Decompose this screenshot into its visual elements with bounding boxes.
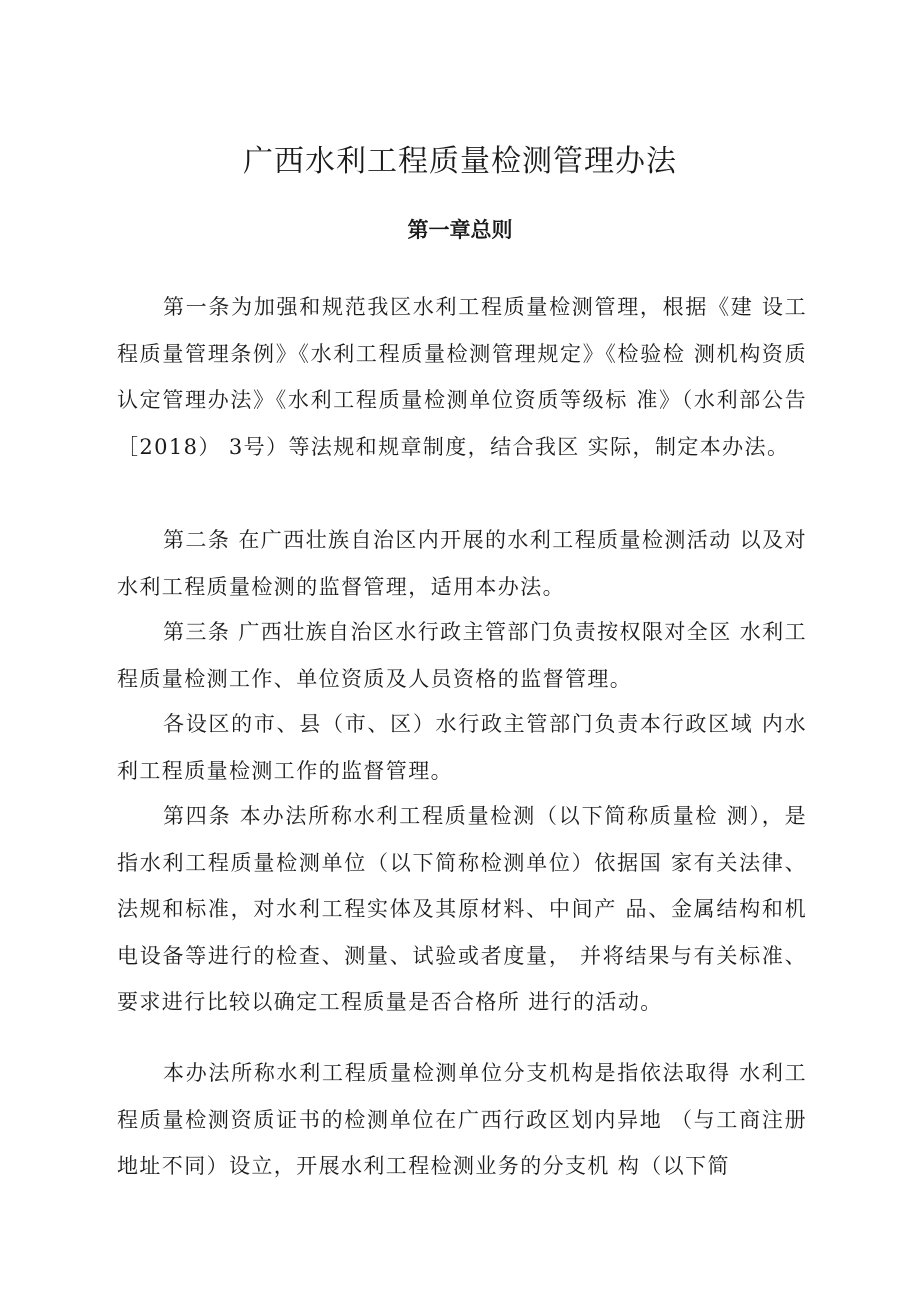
chapter-heading: 第一章总则 [407,218,513,242]
article-1-paragraph: 第一条为加强和规范我区水利工程质量检测管理，根据《建 设工程质量管理条例》《水利工程质量检测管理规定》《检验检 测机构资质认定管理办法》《水利工程质量检测单位资质等级标 准》（水利部公告［2018） 3号）等法规和规章制度，结合我区 实际，制定本办法。 [117,295,807,459]
document-title: 广西水利工程质量检测管理办法 [243,144,677,179]
article-3-paragraph: 第三条 广西壮族自治区水行政主管部门负责按权限对全区 水利工程质量检测工作、单位资质及人员资格的监督管理。 [117,620,807,691]
article-3-continuation-paragraph: 各设区的市、县（市、区）水行政主管部门负责本行政区域 内水利工程质量检测工作的监督管理。 [117,712,807,783]
article-4-continuation-paragraph: 本办法所称水利工程质量检测单位分支机构是指依法取得 水利工程质量检测资质证书的检测单位在广西行政区划内异地 （与工商注册地址不同）设立，开展水利工程检测业务的分支机 构（以下简 [117,1061,807,1178]
article-2-paragraph: 第二条 在广西壮族自治区内开展的水利工程质量检测活动 以及对水利工程质量检测的监督管理，适用本办法。 [117,528,807,599]
article-4-paragraph: 第四条 本办法所称水利工程质量检测（以下简称质量检 测），是指水利工程质量检测单位（以下简称检测单位）依据国 家有关法律、法规和标准，对水利工程实体及其原材料、中间产 品、金属结构和机电设备等进行的检查、测量、试验或者度量， 并将结果与有关标准、要求进行比较以确定工程质量是否合格所 进行的活动。 [117,804,807,1014]
